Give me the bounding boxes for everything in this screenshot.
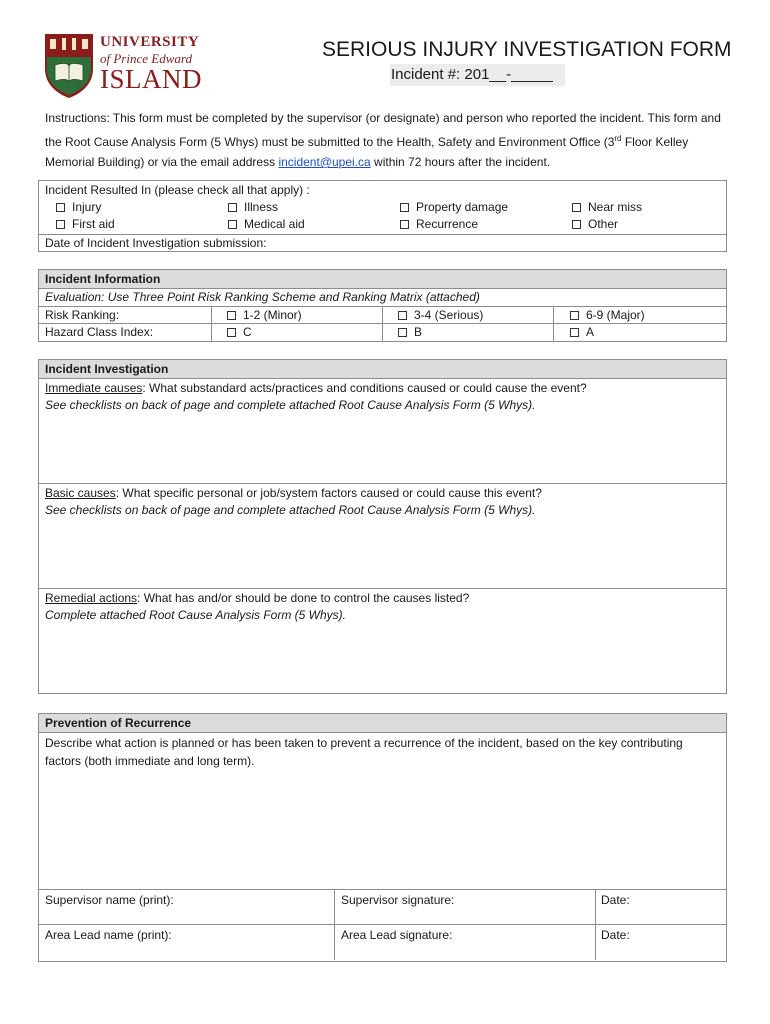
basic-causes-field[interactable]: Basic causes: What specific personal or job/system factors caused or could cause this event? See checklists on back of page and complete attached Root Cause Analysis Form (5 Whys).: [39, 484, 726, 589]
result-heading: Incident Resulted In (please check all that apply) :: [45, 183, 310, 197]
supervisor-row: [39, 890, 726, 925]
instructions: Instructions: This form must be completed by the supervisor (or designate) and person who reported the incident. This form and the Root Cause Analysis Form (5 Whys) must be submitted to the Health, Safety and Environment Office (3rd Floor Kelley Memorial Building) or via the email address incident@upei.ca within 72 hours after the incident.: [45, 111, 721, 169]
checkbox-risk-serious[interactable]: 3-4 (Serious): [398, 307, 483, 324]
checkbox-injury[interactable]: Injury: [56, 199, 101, 216]
checkbox-risk-minor[interactable]: 1-2 (Minor): [227, 307, 302, 324]
checkbox-hazard-c[interactable]: C: [227, 324, 252, 341]
area-lead-signature-field[interactable]: Area Lead signature:: [341, 928, 453, 942]
area-lead-name-field[interactable]: Area Lead name (print):: [45, 928, 172, 942]
incident-information-section: [38, 269, 727, 342]
email-link[interactable]: incident@upei.ca: [278, 155, 371, 169]
investigation-heading: Incident Investigation: [39, 360, 726, 379]
risk-ranking-label: Risk Ranking:: [45, 308, 120, 322]
prevention-heading: Prevention of Recurrence: [39, 714, 726, 733]
incident-number-field[interactable]: Incident #: 201__-_____: [390, 64, 565, 86]
checkbox-recurrence[interactable]: Recurrence: [400, 216, 478, 233]
incident-result-section: [38, 180, 727, 252]
checkbox-hazard-b[interactable]: B: [398, 324, 422, 341]
evaluation-note: Evaluation: Use Three Point Risk Ranking Scheme and Ranking Matrix (attached): [39, 289, 726, 307]
incident-investigation-section: [38, 359, 727, 694]
risk-ranking-row: [39, 307, 726, 324]
checkbox-other[interactable]: Other: [572, 216, 618, 233]
checkbox-risk-major[interactable]: 6-9 (Major): [570, 307, 645, 324]
immediate-causes-field[interactable]: Immediate causes: What substandard acts/practices and conditions caused or could cause the event? See checklists on back of page and complete attached Root Cause Analysis Form (5 Whys).: [39, 379, 726, 484]
hazard-class-label: Hazard Class Index:: [45, 325, 154, 339]
checkbox-near-miss[interactable]: Near miss: [572, 199, 642, 216]
form-title: SERIOUS INJURY INVESTIGATION FORM: [322, 38, 732, 61]
checkbox-illness[interactable]: Illness: [228, 199, 278, 216]
prevention-section: [38, 713, 727, 962]
checkbox-first-aid[interactable]: First aid: [56, 216, 115, 233]
incident-info-heading: Incident Information: [39, 270, 726, 289]
checkbox-hazard-a[interactable]: A: [570, 324, 594, 341]
supervisor-date-field[interactable]: Date:: [601, 893, 630, 907]
logo-university: UNIVERSITY: [100, 34, 200, 50]
submission-date-label[interactable]: Date of Incident Investigation submission:: [45, 236, 267, 250]
remedial-actions-field[interactable]: Remedial actions: What has and/or should be done to control the causes listed? Complete attached Root Cause Analysis Form (5 Whys).: [45, 591, 470, 622]
logo-island: ISLAND: [100, 64, 202, 94]
checkbox-property-damage[interactable]: Property damage: [400, 199, 508, 216]
supervisor-signature-field[interactable]: Supervisor signature:: [341, 893, 455, 907]
checkbox-medical-aid[interactable]: Medical aid: [228, 216, 305, 233]
crest-icon: [44, 33, 94, 99]
supervisor-name-field[interactable]: Supervisor name (print):: [45, 893, 174, 907]
logo-prince-edward: of Prince Edward: [100, 51, 192, 66]
area-lead-row: [39, 925, 726, 960]
area-lead-date-field[interactable]: Date:: [601, 928, 630, 942]
prevention-text-field[interactable]: Describe what action is planned or has been taken to prevent a recurrence of the incident, based on the key contributing factors (both immediate and long term).: [39, 733, 726, 890]
upei-logo: [44, 33, 214, 101]
hazard-class-row: [39, 324, 726, 341]
